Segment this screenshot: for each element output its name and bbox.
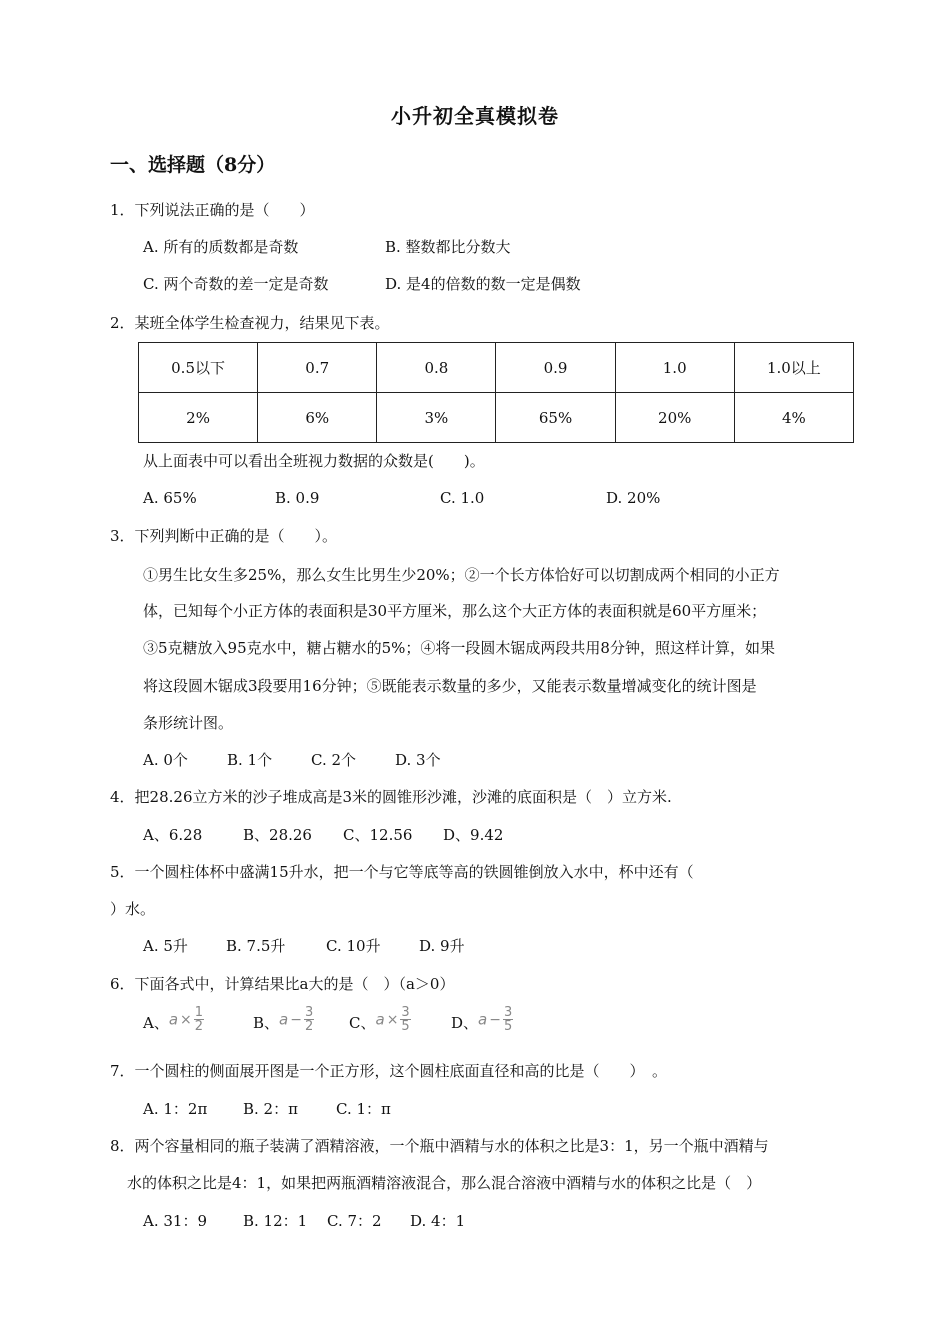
table-cell: 0.7: [258, 343, 377, 393]
q4-option-a: A、6.28: [143, 826, 203, 844]
q6-option-d: [451, 1006, 513, 1033]
option-label: B、: [253, 1014, 280, 1032]
q5-option-b: B. 7.5升: [226, 937, 286, 955]
q1-option-c: C. 两个奇数的差一定是奇数: [143, 275, 329, 293]
q5-option-d: D. 9升: [419, 937, 465, 955]
q7-option-c: C. 1：π: [336, 1100, 391, 1118]
q8-option-b: B. 12：1: [243, 1212, 308, 1230]
question-2-stem: 2．某班全体学生检查视力，结果见下表。: [110, 314, 390, 332]
table-cell: 65%: [496, 393, 615, 443]
q8-option-c: C. 7：2: [327, 1212, 382, 1230]
q4-option-b: B、28.26: [243, 826, 312, 844]
q3-statement-line: 体，已知每个小正方体的表面积是30平方厘米，那么这个大正方体的表面积就是60平方厘米；: [143, 602, 767, 620]
fraction-numerator: 1: [194, 1005, 204, 1020]
table-cell: 2%: [139, 393, 258, 443]
q3-option-c: C. 2个: [311, 751, 357, 769]
question-4-stem: 4．把28.26立方米的沙子堆成高是3米的圆锥形沙滩，沙滩的底面积是（ ）立方米.: [110, 788, 672, 806]
table-row: [139, 393, 854, 443]
q4-option-d: D、9.42: [443, 826, 504, 844]
math-variable: a: [279, 1010, 289, 1029]
math-variable: a: [375, 1010, 385, 1029]
q7-option-a: A. 1：2π: [143, 1100, 208, 1118]
fraction: [503, 1006, 513, 1033]
table-cell: 0.5以下: [139, 343, 258, 393]
q5-option-c: C. 10升: [326, 937, 381, 955]
fraction-denominator: 2: [304, 1019, 314, 1034]
table-cell: 6%: [258, 393, 377, 443]
q3-option-d: D. 3个: [395, 751, 441, 769]
table-cell: 0.9: [496, 343, 615, 393]
q3-option-b: B. 1个: [227, 751, 273, 769]
q8-option-d: D. 4：1: [410, 1212, 466, 1230]
fraction-denominator: 5: [401, 1019, 410, 1034]
math-operator: ×: [386, 1011, 399, 1028]
fraction-numerator: 3: [503, 1005, 513, 1020]
fraction-numerator: 3: [304, 1005, 314, 1020]
table-cell: 0.8: [377, 343, 496, 393]
q2-option-d: D. 20%: [606, 489, 661, 507]
q3-statement-line: 条形统计图。: [143, 714, 234, 732]
q5-option-a: A. 5升: [143, 937, 188, 955]
q1-option-d: D. 是4的倍数的数一定是偶数: [385, 275, 581, 293]
math-variable: a: [168, 1010, 179, 1029]
math-operator: −: [489, 1011, 501, 1028]
question-5-stem-cont: ）水。: [110, 900, 156, 918]
table-cell: 1.0: [615, 343, 734, 393]
q6-option-c: [349, 1006, 411, 1033]
question-7-stem: 7．一个圆柱的侧面展开图是一个正方形，这个圆柱底面直径和高的比是（ ） 。: [110, 1062, 668, 1080]
q3-statement-line: ①男生比女生多25%，那么女生比男生少20%；②一个长方体恰好可以切割成两个相同的小正方: [143, 566, 780, 584]
q2-option-c: C. 1.0: [440, 489, 485, 507]
q3-statement-line: ③5克糖放入95克水中，糖占糖水的5%；④将一段圆木锯成两段共用8分钟，照这样计算，如果: [143, 639, 775, 657]
q7-option-b: B. 2：π: [243, 1100, 298, 1118]
q6-option-b: [253, 1006, 314, 1033]
fraction-denominator: 2: [194, 1019, 204, 1034]
table-header-row: [139, 343, 854, 393]
table-cell: 1.0以上: [734, 343, 853, 393]
option-label: A、: [143, 1014, 169, 1032]
fraction: [304, 1006, 314, 1033]
page-title: 小升初全真模拟卷: [391, 104, 559, 128]
option-label: C、: [349, 1014, 376, 1032]
math-variable: a: [478, 1010, 488, 1029]
question-8-stem-cont: 水的体积之比是4：1，如果把两瓶酒精溶液混合，那么混合溶液中酒精与水的体积之比是（ ）: [127, 1174, 762, 1192]
q1-option-b: B. 整数都比分数大: [385, 238, 511, 256]
fraction-numerator: 3: [401, 1005, 410, 1020]
question-1-stem: 1．下列说法正确的是（ ）: [110, 201, 315, 219]
fraction-denominator: 5: [503, 1019, 513, 1034]
q3-statement-line: 将这段圆木锯成3段要用16分钟；⑤既能表示数量的多少，又能表示数量增减变化的统计图是: [143, 677, 757, 695]
q3-option-a: A. 0个: [143, 751, 188, 769]
q4-option-c: C、12.56: [343, 826, 413, 844]
question-3-stem: 3．下列判断中正确的是（ ）。: [110, 527, 338, 545]
option-label: D、: [451, 1014, 479, 1032]
vision-table: [138, 342, 854, 443]
q8-option-a: A. 31：9: [143, 1212, 207, 1230]
fraction: [400, 1006, 410, 1033]
table-cell: 4%: [734, 393, 853, 443]
math-operator: −: [290, 1011, 302, 1028]
question-8-stem: 8．两个容量相同的瓶子装满了酒精溶液，一个瓶中酒精与水的体积之比是3：1，另一个瓶中酒精与: [110, 1137, 769, 1155]
fraction: [194, 1006, 204, 1033]
section-heading: 一、选择题（8分）: [110, 154, 276, 176]
q1-option-a: A. 所有的质数都是奇数: [143, 238, 299, 256]
math-operator: ×: [180, 1011, 192, 1028]
q2-option-b: B. 0.9: [275, 489, 320, 507]
q2-option-a: A. 65%: [143, 489, 197, 507]
question-2-text: 从上面表中可以看出全班视力数据的众数是( )。: [143, 452, 485, 470]
q6-option-a: [143, 1006, 204, 1033]
question-5-stem: 5．一个圆柱体杯中盛满15升水，把一个与它等底等高的铁圆锥倒放入水中，杯中还有（: [110, 863, 694, 881]
question-6-stem: 6．下面各式中，计算结果比a大的是（ ）（a＞0）: [110, 975, 455, 993]
table-cell: 20%: [615, 393, 734, 443]
table-cell: 3%: [377, 393, 496, 443]
